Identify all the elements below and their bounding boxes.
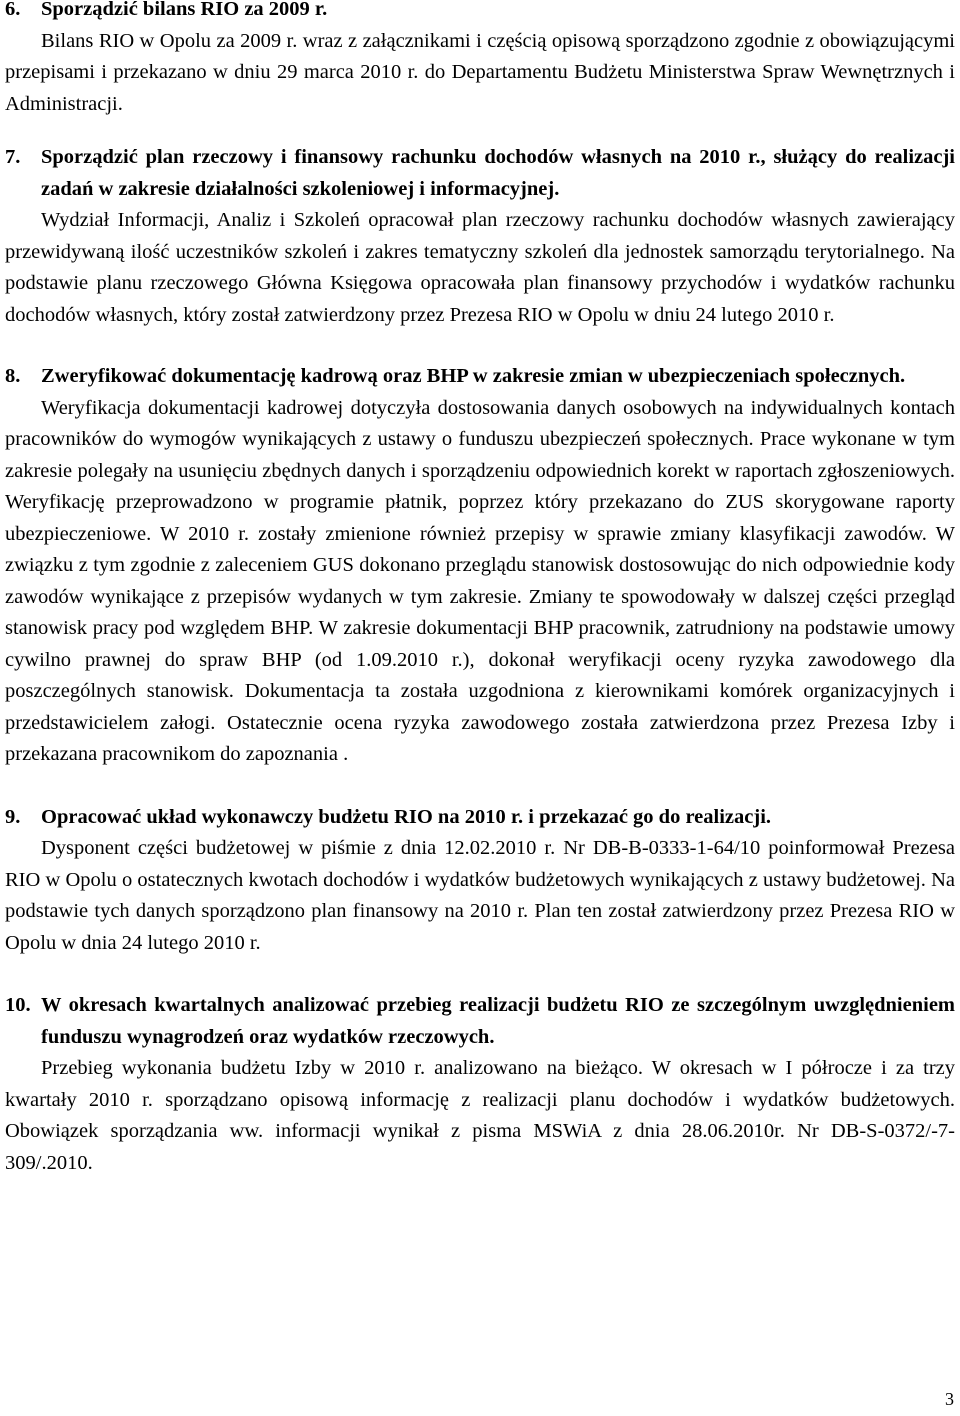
section-9-body: Dysponent części budżetowej w piśmie z dnia 12.02.2010 r. Nr DB-B-0333-1-64/10 poinformował Prezesa RIO w Opolu o ostatecznych kwotach dochodów i wydatków budżetowych wynikających z ustawy budżetowej. Na podstawie tych danych sporządzono plan finansowy na 2010 r. Plan ten został zatwierdzony przez Prezesa RIO w Opolu w dnia 24 lutego 2010 r. — [5, 837, 955, 954]
section-8-title: Zweryfikować dokumentację kadrową oraz BHP w zakresie zmian w ubezpieczeniach społecznych. — [41, 365, 906, 387]
section-10-number: 10. — [5, 994, 31, 1016]
section-7-title: Sporządzić plan rzeczowy i finansowy rachunku dochodów własnych na 2010 r., służący do realizacji zadań w zakresie działalności szkoleniowej i informacyjnej. — [41, 146, 955, 200]
section-10-title: W okresach kwartalnych analizować przebieg realizacji budżetu RIO ze szczególnym uwzględnieniem funduszu wynagrodzeń oraz wydatków rzeczowych. — [41, 994, 955, 1048]
section-9 — [5, 802, 955, 960]
section-6-body: Bilans RIO w Opolu za 2009 r. wraz z załącznikami i częścią opisową sporządzono zgodnie z obowiązującymi przepisami i przekazano w dniu 29 marca 2010 r. do Departamentu Budżetu Ministerstwa Spraw Wewnętrznych i Administracji. — [5, 29, 955, 115]
section-10-body: Przebieg wykonania budżetu Izby w 2010 r. analizowano na bieżąco. W okresach w I półrocze i za trzy kwartały 2010 r. sporządzano opisową informację z realizacji planu dochodów i wydatków budżetowych. Obowiązek sporządzania ww. informacji wynikał z pisma MSWiA z dnia 28.06.2010r. Nr DB-S-0372/-7-309/.2010. — [5, 1057, 955, 1174]
section-7-number: 7. — [5, 146, 21, 168]
section-8-body: Weryfikacja dokumentacji kadrowej dotyczyła dostosowania danych osobowych na indywidualnych kontach pracowników do wymogów wynikających z ustawy o funduszu ubezpieczeń społecznych. Prace wykonane w tym zakresie polegały na usunięciu zbędnych danych i sporządzeniu odpowiednich korekt w raportach zgłoszeniowych. Weryfikację przeprowadzono w programie płatnik, poprzez który przekazano do ZUS skorygowane raporty ubezpieczeniowe. W 2010 r. zostały zmienione również przepisy w sprawie zmiany klasyfikacji zawodów. W związku z tym zgodnie z zaleceniem GUS dokonano przeglądu stanowisk dostosowując do nich odpowiednie kody zawodów wynikające z przepisów wydanych w tym zakresie. Zmiany te spowodowały w dalszej części przegląd stanowisk pracy pod względem BHP. W zakresie dokumentacji BHP pracownik, zatrudniony na podstawie umowy cywilno prawnej do spraw BHP (od 1.09.2010 r.), dokonał weryfikacji oceny ryzyka zawodowego dla poszczególnych stanowisk. Dokumentacja ta została uzgodniona z kierownikami komórek organizacyjnych i przedstawicielem załogi. Ostatecznie ocena ryzyka zawodowego została zatwierdzona przez Prezesa Izby i przekazana pracownikom do zapoznania . — [5, 396, 955, 765]
section-9-number: 9. — [5, 805, 21, 828]
section-8-number: 8. — [5, 365, 21, 387]
section-6-number: 6. — [5, 0, 21, 20]
section-6-title: Sporządzić bilans RIO za 2009 r. — [41, 0, 328, 20]
section-7-body: Wydział Informacji, Analiz i Szkoleń opracował plan rzeczowy rachunku dochodów własnych zawierający przewidywaną ilość uczestników szkoleń i zakres tematyczny szkoleń dla jednostek samorządu terytorialnego. Na podstawie planu rzeczowego Główna Księgowa opracowała plan finansowy przychodów i wydatków rachunku dochodów własnych, który został zatwierdzony przez Prezesa RIO w Opolu w dniu 24 lutego 2010 r. — [5, 209, 955, 326]
document-page — [5, 0, 955, 1179]
section-6 — [5, 0, 955, 120]
section-10 — [5, 990, 955, 1179]
section-9-title: Opracować układ wykonawczy budżetu RIO na 2010 r. i przekazać go do realizacji. — [41, 805, 772, 828]
section-9-heading — [5, 802, 955, 834]
section-8 — [5, 361, 955, 771]
section-8-heading — [5, 361, 955, 393]
section-7 — [5, 142, 955, 331]
section-10-heading — [5, 990, 955, 1053]
page-number: 3 — [945, 1389, 954, 1409]
section-6-heading — [5, 0, 955, 26]
section-7-heading — [5, 142, 955, 205]
